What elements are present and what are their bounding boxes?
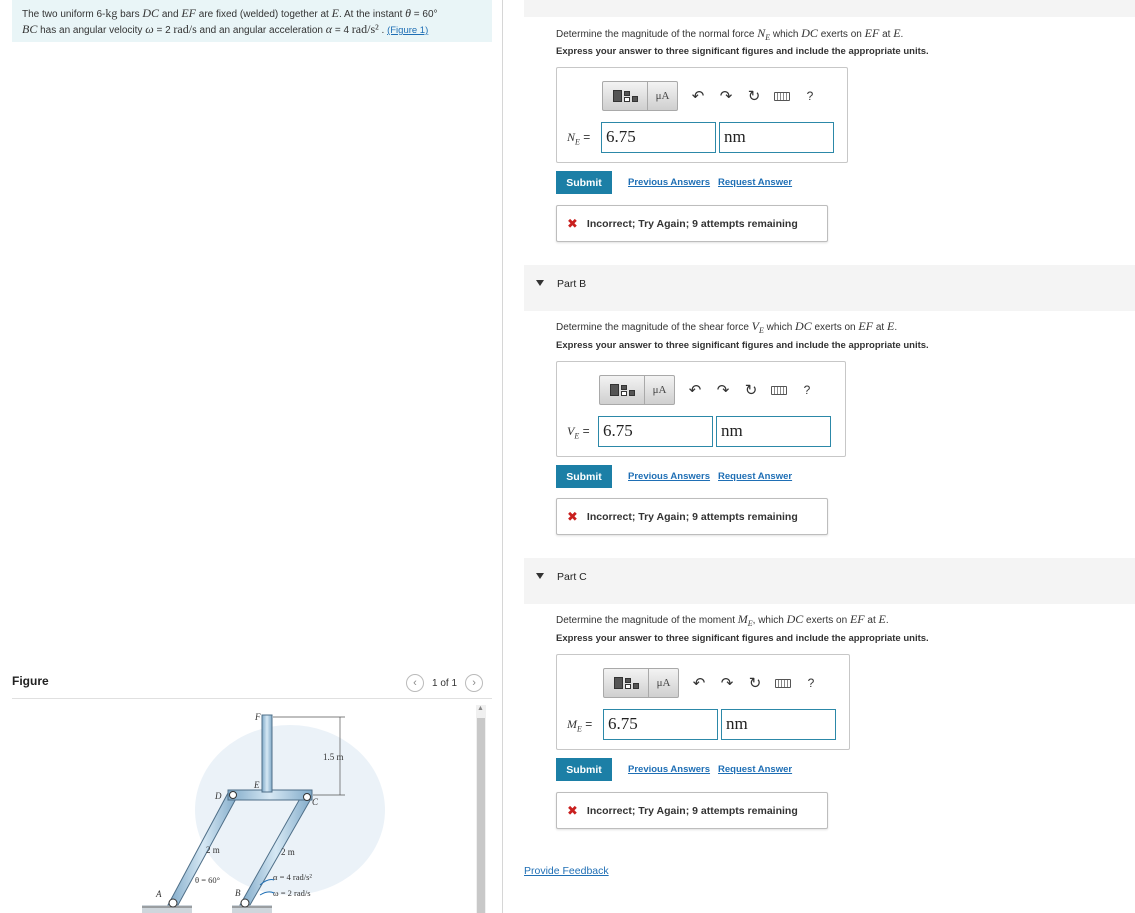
prompt-text: at: [879, 29, 894, 40]
collapse-arrow-icon[interactable]: [536, 280, 544, 286]
provide-feedback-link[interactable]: Provide Feedback: [524, 865, 609, 877]
ground-a: [142, 905, 192, 913]
figure-link[interactable]: (Figure 1): [387, 25, 429, 36]
problem-text: . At the instant: [338, 9, 406, 20]
label-d: D: [215, 791, 222, 801]
part-c-answer-box: [556, 654, 850, 750]
part-b-request-answer-link[interactable]: Request Answer: [718, 471, 793, 482]
label-b: B: [235, 888, 241, 898]
part-a-previous-answers-link[interactable]: Previous Answers: [628, 177, 711, 188]
prompt-bar: EF: [864, 26, 880, 40]
part-c-unit-input[interactable]: nm: [721, 709, 836, 740]
var-symbol: V: [567, 424, 575, 438]
chevron-left-icon: ‹: [413, 677, 417, 689]
help-icon[interactable]: ?: [806, 89, 814, 103]
problem-alpha: α: [325, 22, 333, 36]
part-c-submit-button[interactable]: Submit: [556, 758, 612, 781]
undo-icon[interactable]: ↶: [688, 382, 702, 399]
part-b-value-input[interactable]: 6.75: [598, 416, 713, 447]
problem-statement: [12, 0, 492, 42]
problem-text: = 4: [332, 25, 352, 36]
bar-ef: [262, 715, 272, 792]
units-label: μA: [656, 677, 671, 689]
dim-2m-bc: 2 m: [281, 847, 295, 857]
prompt-bar: DC: [801, 26, 818, 40]
part-b-feedback: [556, 498, 828, 535]
units-button[interactable]: [649, 668, 679, 698]
prompt-subscript: E: [747, 619, 753, 628]
incorrect-icon: ✖: [567, 215, 578, 231]
pin-c: [304, 794, 311, 801]
units-button[interactable]: [648, 81, 678, 111]
templates-button[interactable]: [603, 668, 649, 698]
reset-icon[interactable]: ↻: [744, 382, 758, 399]
figure-scroll-thumb[interactable]: [477, 718, 485, 913]
collapse-arrow-icon[interactable]: [536, 573, 544, 579]
label-f: F: [255, 712, 261, 722]
prompt-bar: EF: [858, 319, 874, 333]
keyboard-icon: [771, 386, 787, 395]
part-c-toolbar: [603, 668, 825, 698]
part-b-toolbar: [599, 375, 821, 405]
problem-theta-value: = 60°: [411, 9, 438, 20]
reset-icon[interactable]: ↻: [748, 675, 762, 692]
figure-label: Figure: [12, 674, 49, 688]
pin-b: [241, 899, 249, 907]
figure-next-button[interactable]: [465, 674, 483, 692]
problem-text: = 2: [153, 25, 174, 36]
problem-text: bars: [117, 9, 143, 20]
part-b-header[interactable]: [524, 265, 1135, 311]
part-c-feedback: [556, 792, 828, 829]
part-c-prompt: [556, 612, 889, 628]
redo-icon[interactable]: ↷: [720, 675, 734, 692]
problem-text: .: [378, 25, 388, 36]
ground-b: [232, 905, 272, 913]
templates-button[interactable]: [602, 81, 648, 111]
problem-text: and an angular acceleration: [196, 25, 326, 36]
problem-unit: rad/s²: [351, 22, 379, 36]
part-b-previous-answers-link[interactable]: Previous Answers: [628, 471, 711, 482]
templates-icon: [613, 90, 638, 102]
incorrect-icon: ✖: [567, 508, 578, 524]
templates-icon: [610, 384, 635, 396]
part-a-submit-button[interactable]: Submit: [556, 171, 612, 194]
part-c-variable-label: [567, 717, 592, 733]
problem-bar-dc: DC: [142, 6, 160, 20]
prompt-text: which: [763, 322, 796, 333]
problem-point-e: E: [331, 6, 339, 20]
part-a-instructions: Express your answer to three significant figures and include the appropriate units.: [556, 46, 929, 57]
var-equals: =: [581, 717, 593, 731]
prompt-text: exerts on: [811, 322, 859, 333]
prompt-text: at: [873, 322, 887, 333]
problem-text: The two uniform 6-: [22, 9, 106, 20]
prompt-subscript: E: [759, 326, 764, 335]
prompt-text: .: [894, 322, 898, 333]
part-b-prompt: [556, 319, 897, 335]
part-b-instructions: Express your answer to three significant figures and include the appropriate units.: [556, 340, 929, 351]
part-b-variable-label: [567, 424, 590, 440]
problem-text: are fixed (welded) together at: [195, 9, 332, 20]
part-c-previous-answers-link[interactable]: Previous Answers: [628, 764, 711, 775]
omega-label: ω = 2 rad/s: [273, 888, 311, 898]
units-label: μA: [655, 90, 670, 102]
help-icon[interactable]: ?: [803, 383, 811, 397]
prompt-text: exerts on: [803, 615, 850, 626]
prompt-text: Determine the magnitude of the shear force: [556, 322, 752, 333]
prompt-text: , which: [752, 615, 787, 626]
theta-label: θ = 60°: [195, 875, 221, 885]
alpha-label: α = 4 rad/s²: [273, 872, 312, 882]
figure-counter: 1 of 1: [432, 677, 458, 689]
prompt-text: Determine the magnitude of the moment: [556, 615, 738, 626]
problem-bar-bc: BC: [22, 22, 38, 36]
prompt-text: at: [864, 615, 879, 626]
part-c-header[interactable]: [524, 558, 1135, 604]
figure-prev-button[interactable]: [406, 674, 424, 692]
incorrect-icon: ✖: [567, 802, 578, 818]
part-a-toolbar: [602, 81, 824, 111]
prompt-text: which: [770, 29, 802, 40]
undo-icon[interactable]: ↶: [691, 88, 705, 105]
units-button[interactable]: [645, 375, 675, 405]
part-c-instructions: Express your answer to three significant figures and include the appropriate units.: [556, 633, 929, 644]
part-c-request-answer-link[interactable]: Request Answer: [718, 764, 793, 775]
var-subscript: E: [575, 137, 580, 147]
dim-2m-ad: 2 m: [206, 845, 220, 855]
part-c-value-input[interactable]: 6.75: [603, 709, 718, 740]
part-b-unit-input[interactable]: nm: [716, 416, 831, 447]
problem-omega: ω: [145, 22, 154, 36]
problem-text: has an angular velocity: [37, 25, 146, 36]
help-icon[interactable]: ?: [807, 676, 815, 690]
top-strip: [524, 0, 1135, 17]
var-symbol: M: [567, 717, 577, 731]
prompt-text: .: [885, 615, 889, 626]
templates-button[interactable]: [599, 375, 645, 405]
figure-navigation: [406, 674, 483, 692]
right-pane: [503, 0, 1135, 913]
var-subscript: E: [577, 724, 582, 734]
problem-text: and: [159, 9, 182, 20]
part-a-answer-box: [556, 67, 848, 163]
pin-d: [230, 792, 237, 799]
prompt-bar: EF: [849, 612, 865, 626]
prompt-text: .: [900, 29, 904, 40]
keyboard-button[interactable]: [768, 81, 796, 111]
keyboard-button[interactable]: [765, 375, 793, 405]
prompt-symbol: N: [757, 26, 766, 40]
label-a: A: [156, 889, 162, 899]
reset-icon[interactable]: ↻: [747, 88, 761, 105]
dim-1-5m: 1.5 m: [323, 752, 344, 762]
prompt-point: E: [893, 26, 901, 40]
keyboard-button[interactable]: [769, 668, 797, 698]
prompt-text: Determine the magnitude of the normal force: [556, 29, 758, 40]
part-b-title: Part B: [557, 278, 587, 290]
left-pane: [0, 0, 503, 913]
prompt-point: E: [886, 319, 895, 333]
var-subscript: E: [574, 431, 580, 441]
units-label: μA: [652, 384, 667, 396]
part-a-request-answer-link[interactable]: Request Answer: [718, 177, 793, 188]
mechanism-figure: [140, 700, 470, 913]
pin-a: [169, 899, 177, 907]
part-a-prompt: [556, 26, 903, 42]
undo-icon[interactable]: ↶: [692, 675, 706, 692]
prompt-symbol: V: [751, 319, 760, 333]
keyboard-icon: [774, 92, 790, 101]
prompt-text: exerts on: [817, 29, 865, 40]
prompt-symbol: M: [737, 612, 748, 626]
var-equals: =: [579, 424, 590, 438]
label-c: C: [312, 797, 319, 807]
redo-icon[interactable]: ↷: [716, 382, 730, 399]
part-c-title: Part C: [557, 571, 587, 583]
prompt-point: E: [878, 612, 886, 626]
prompt-bar: DC: [786, 612, 804, 626]
prompt-bar: DC: [795, 319, 812, 333]
feedback-text: Incorrect; Try Again; 9 attempts remaining: [586, 510, 798, 523]
part-a-feedback: [556, 205, 828, 242]
problem-bar-ef: EF: [181, 6, 196, 20]
var-symbol: N: [567, 130, 576, 144]
part-a-unit-input[interactable]: nm: [719, 122, 834, 153]
part-a-value-input[interactable]: 6.75: [601, 122, 716, 153]
problem-unit-kg: kg: [105, 6, 118, 20]
var-equals: =: [579, 130, 591, 144]
problem-unit: rad/s: [173, 22, 197, 36]
part-b-submit-button[interactable]: Submit: [556, 465, 612, 488]
part-a-variable-label: [567, 130, 590, 146]
feedback-text: Incorrect; Try Again; 9 attempts remaining: [586, 217, 798, 230]
redo-icon[interactable]: ↷: [719, 88, 733, 105]
label-e: E: [254, 780, 260, 790]
keyboard-icon: [775, 679, 791, 688]
problem-theta: θ: [405, 6, 412, 20]
figure-divider: [12, 698, 492, 699]
feedback-text: Incorrect; Try Again; 9 attempts remaining: [586, 804, 798, 817]
scroll-up-arrow-icon[interactable]: ▲: [477, 705, 484, 712]
part-b-answer-box: [556, 361, 846, 457]
prompt-subscript: E: [765, 33, 771, 42]
chevron-right-icon: ›: [472, 677, 476, 689]
templates-icon: [614, 677, 639, 689]
